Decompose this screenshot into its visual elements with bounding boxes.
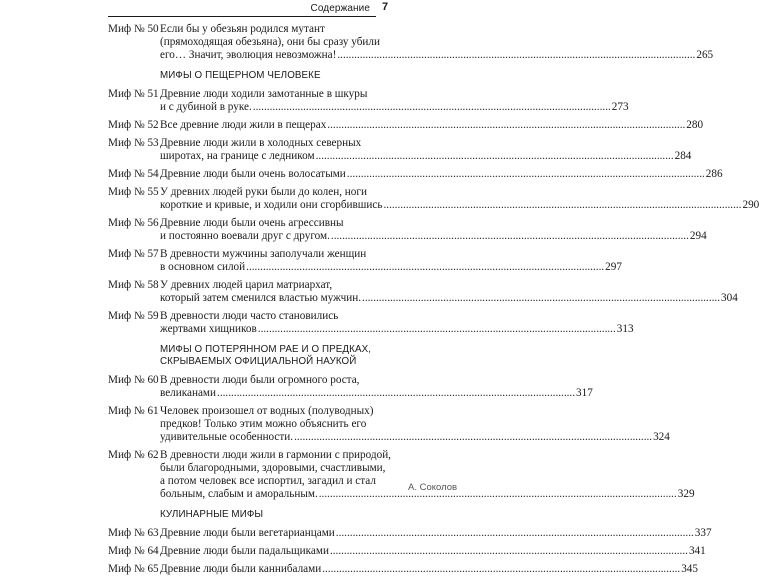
page-ref: 290 bbox=[742, 199, 759, 211]
header-rule bbox=[108, 16, 376, 17]
entry-line: В древности люди часто становились bbox=[160, 310, 339, 322]
entry-last-line bbox=[160, 101, 629, 114]
myth-number: Миф № 54 bbox=[108, 168, 159, 180]
dot-leader bbox=[258, 323, 616, 336]
dot-leader bbox=[253, 101, 611, 114]
running-header bbox=[0, 2, 500, 22]
header-title: Содержание bbox=[310, 3, 370, 14]
page-ref: 273 bbox=[611, 101, 629, 113]
entry-text bbox=[160, 563, 698, 576]
entry-last-line bbox=[160, 168, 723, 181]
entry-last-text: Древние люди были падальщиками bbox=[160, 545, 329, 557]
page-ref: 280 bbox=[686, 119, 704, 131]
entry-last-text: Древние люди были каннибалами bbox=[160, 563, 322, 575]
dot-leader bbox=[331, 230, 689, 243]
entry-last-text: и с дубиной в руке. bbox=[160, 101, 252, 113]
entry-line: Древние люди жили в холодных северных bbox=[160, 137, 362, 149]
dot-leader bbox=[362, 292, 720, 305]
myth-number: Миф № 63 bbox=[108, 527, 159, 539]
entry-line: В древности мужчины заполучали женщин bbox=[160, 248, 367, 260]
toc-entry[interactable] bbox=[108, 405, 670, 444]
entry-line: В древности люди жили в гармонии с природой, bbox=[160, 449, 391, 461]
myth-number: Миф № 57 bbox=[108, 248, 159, 260]
toc-entry[interactable] bbox=[108, 310, 634, 336]
entry-last-line bbox=[160, 230, 707, 243]
myth-number: Миф № 50 bbox=[108, 23, 159, 35]
entry-text bbox=[160, 88, 629, 114]
toc-entry[interactable] bbox=[108, 248, 622, 274]
entry-last-text: больным, слабым и аморальным. bbox=[160, 488, 318, 500]
dot-leader bbox=[322, 563, 680, 576]
entry-last-text: удивительные особенности. bbox=[160, 431, 294, 443]
entry-text bbox=[160, 137, 691, 163]
entry-last-line bbox=[160, 323, 634, 336]
dot-leader bbox=[316, 150, 674, 163]
entry-last-line bbox=[160, 49, 713, 62]
page-ref: 304 bbox=[721, 292, 738, 304]
entry-last-text: жертвами хищников bbox=[160, 323, 257, 335]
page-ref: 337 bbox=[694, 527, 712, 539]
entry-last-text: в основном силой bbox=[160, 261, 246, 273]
dot-leader bbox=[246, 261, 604, 274]
toc-entry[interactable] bbox=[108, 23, 714, 62]
entry-text bbox=[160, 279, 738, 305]
entry-last-text: Все древние люди жили в пещерах bbox=[160, 119, 327, 131]
page-ref: 265 bbox=[696, 49, 714, 61]
section-heading-line: МИФЫ О ПОТЕРЯННОМ РАЕ И О ПРЕДКАХ, bbox=[160, 344, 372, 355]
toc-entry[interactable] bbox=[108, 279, 738, 305]
entry-last-text: великанами bbox=[160, 387, 217, 399]
entry-line: были благородными, здоровыми, счастливыми, bbox=[160, 462, 386, 474]
entry-text bbox=[160, 248, 622, 274]
dot-leader bbox=[327, 119, 685, 132]
toc-entry[interactable] bbox=[108, 527, 712, 540]
dot-leader bbox=[319, 488, 677, 501]
entry-text bbox=[160, 374, 593, 400]
page-ref: 286 bbox=[705, 168, 723, 180]
entry-last-text: и постоянно воевали друг с другом. bbox=[160, 230, 330, 242]
myth-number: Миф № 58 bbox=[108, 279, 159, 291]
page-ref: 297 bbox=[605, 261, 622, 273]
entry-last-line bbox=[160, 261, 622, 274]
section-heading-line: КУЛИНАРНЫЕ МИФЫ bbox=[160, 509, 264, 520]
entry-last-text: Древние люди были очень волосатыми bbox=[160, 168, 346, 180]
entry-line: У древних людей царил матриархат, bbox=[160, 279, 333, 291]
page-number: 7 bbox=[382, 1, 389, 13]
entry-line: а потом человек все испортил, загадил и стал bbox=[160, 475, 376, 487]
entry-last-line bbox=[160, 563, 698, 576]
entry-text bbox=[160, 119, 703, 132]
entry-line: (прямоходящая обезьяна), они бы сразу убили bbox=[160, 36, 380, 48]
page-ref: 317 bbox=[576, 387, 593, 399]
toc-entry[interactable] bbox=[108, 88, 629, 114]
myth-number: Миф № 56 bbox=[108, 217, 159, 229]
page-ref: 284 bbox=[674, 150, 692, 162]
page-ref: 341 bbox=[688, 545, 706, 557]
entry-line: Если бы у обезьян родился мутант bbox=[160, 23, 325, 35]
entry-last-line bbox=[160, 527, 712, 540]
myth-number: Миф № 59 bbox=[108, 310, 159, 322]
toc-entry[interactable] bbox=[108, 374, 593, 400]
toc-entry[interactable] bbox=[108, 119, 704, 132]
page-ref: 345 bbox=[681, 563, 698, 575]
entry-last-line bbox=[160, 545, 706, 558]
toc-entry[interactable] bbox=[108, 168, 723, 181]
dot-leader bbox=[337, 49, 695, 62]
entry-last-line bbox=[160, 292, 738, 305]
page-ref: 329 bbox=[677, 488, 695, 500]
myth-number: Миф № 64 bbox=[108, 545, 159, 557]
entry-text bbox=[160, 186, 759, 212]
entry-text bbox=[160, 217, 707, 243]
entry-text bbox=[160, 545, 706, 558]
toc-entry[interactable] bbox=[108, 137, 692, 163]
section-heading bbox=[160, 509, 376, 521]
myth-number: Миф № 51 bbox=[108, 88, 159, 100]
page-ref: 294 bbox=[689, 230, 707, 242]
myth-number: Миф № 61 bbox=[108, 405, 159, 417]
entry-last-line bbox=[160, 199, 759, 212]
dot-leader bbox=[330, 545, 688, 558]
dot-leader bbox=[294, 431, 652, 444]
entry-text bbox=[160, 310, 634, 336]
toc-entry[interactable] bbox=[108, 545, 706, 558]
section-heading-line: МИФЫ О ПЕЩЕРНОМ ЧЕЛОВЕКЕ bbox=[160, 70, 321, 81]
section-heading-line: СКРЫВАЕМЫХ ОФИЦИАЛЬНОЙ НАУКОЙ bbox=[160, 356, 357, 367]
myth-number: Миф № 60 bbox=[108, 374, 159, 386]
dot-leader bbox=[217, 387, 575, 400]
entry-text bbox=[160, 449, 695, 501]
entry-last-text: короткие и кривые, и ходили они сгорбившись bbox=[160, 199, 383, 211]
entry-line: Древние люди ходили замотанные в шкуры bbox=[160, 88, 368, 100]
entry-line: Древние люди были очень агрессивны bbox=[160, 217, 344, 229]
entry-line: Человек произошел от водных (полуводных) bbox=[160, 405, 374, 417]
entry-line: У древних людей руки были до колен, ноги bbox=[160, 186, 367, 198]
myth-number: Миф № 65 bbox=[108, 563, 159, 575]
entry-last-line bbox=[160, 119, 703, 132]
section-heading bbox=[160, 344, 376, 368]
dot-leader bbox=[383, 199, 741, 212]
entry-line: предков! Только этим можно объяснить его bbox=[160, 418, 367, 430]
entry-last-line bbox=[160, 431, 670, 444]
entry-last-text: его… Значит, эволюция невозможна! bbox=[160, 49, 337, 61]
dot-leader bbox=[347, 168, 705, 181]
page-ref: 324 bbox=[653, 431, 670, 443]
entry-line: В древности люди были огромного роста, bbox=[160, 374, 360, 386]
toc-entry[interactable] bbox=[108, 186, 759, 212]
page-ref: 313 bbox=[616, 323, 634, 335]
entry-text bbox=[160, 168, 723, 181]
entry-last-line bbox=[160, 150, 691, 163]
entry-text bbox=[160, 527, 712, 540]
toc-entry[interactable] bbox=[108, 563, 698, 576]
section-heading bbox=[160, 70, 376, 82]
dot-leader bbox=[336, 527, 694, 540]
entry-text bbox=[160, 23, 713, 62]
myth-number: Миф № 53 bbox=[108, 137, 159, 149]
entry-last-text: который затем сменился властью мужчин. bbox=[160, 292, 362, 304]
myth-number: Миф № 62 bbox=[108, 449, 159, 461]
toc-entry[interactable] bbox=[108, 217, 707, 243]
entry-last-text: широтах, на границе с ледником bbox=[160, 150, 315, 162]
entry-last-line bbox=[160, 387, 593, 400]
entry-text bbox=[160, 405, 670, 444]
myth-number: Миф № 55 bbox=[108, 186, 159, 198]
entry-last-text: Древние люди были вегетарианцами bbox=[160, 527, 335, 539]
author-footer: А. Соколов bbox=[408, 482, 458, 493]
myth-number: Миф № 52 bbox=[108, 119, 159, 131]
